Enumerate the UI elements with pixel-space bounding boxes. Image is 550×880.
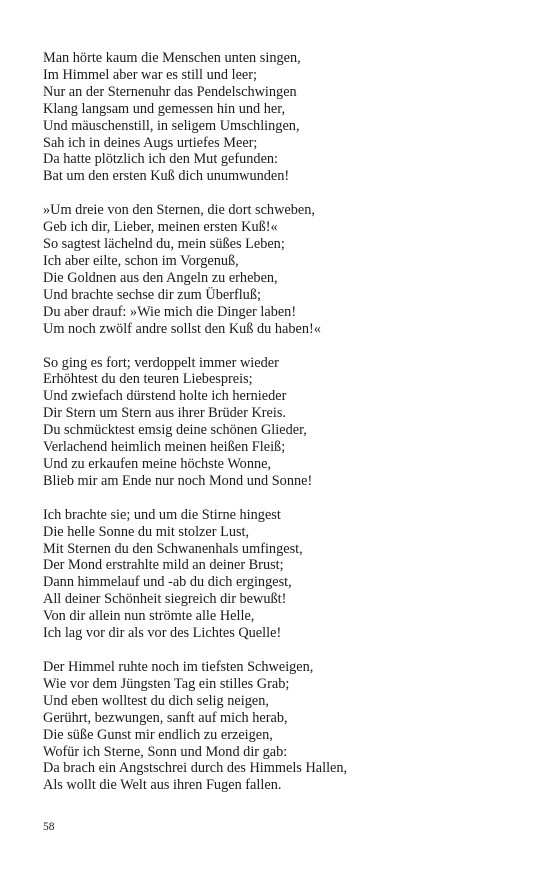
verse-line: Von dir allein nun strömte alle Helle, xyxy=(43,608,255,625)
verse-line: Der Himmel ruhte noch im tiefsten Schweigen, xyxy=(43,659,314,675)
verse-line: Der Mond erstrahlte mild an deiner Brust; xyxy=(43,557,284,574)
verse-line: Im Himmel aber war es still und leer; xyxy=(43,66,257,83)
verse-line: Als wollt die Welt aus ihren Fugen fallen. xyxy=(43,777,282,794)
verse-line: So sagtest lächelnd du, mein süßes Leben; xyxy=(43,236,285,253)
verse-line: Und zu erkaufen meine höchste Wonne, xyxy=(43,455,272,472)
verse-line: Sah ich in deines Augs urtiefes Meer; xyxy=(43,134,258,151)
verse-line: Die Goldnen aus den Angeln zu erheben, xyxy=(43,269,278,286)
stanza-5 xyxy=(43,659,513,794)
verse-line: Die helle Sonne du mit stolzer Lust, xyxy=(43,523,250,540)
verse-line: Verlachend heimlich meinen heißen Fleiß; xyxy=(43,439,286,456)
verse-line: Und mäuschenstill, in seligem Umschlingen, xyxy=(43,117,300,134)
verse-line: Wofür ich Sterne, Sonn und Mond dir gab: xyxy=(43,743,288,760)
verse-line: Da hatte plötzlich ich den Mut gefunden: xyxy=(43,151,279,168)
poem-text xyxy=(43,50,513,811)
verse-line: Wie vor dem Jüngsten Tag ein stilles Grab; xyxy=(43,675,290,692)
verse-line: Du schmücktest emsig deine schönen Glieder, xyxy=(43,422,307,439)
verse-line: Dir Stern um Stern aus ihrer Brüder Kreis. xyxy=(43,405,286,422)
verse-line: Da brach ein Angstschrei durch des Himmels Hallen, xyxy=(43,760,348,777)
verse-line: Und zwiefach dürstend holte ich hernieder xyxy=(43,388,287,405)
verse-line: So ging es fort; verdoppelt immer wieder xyxy=(43,354,279,371)
verse-line: Erhöhtest du den teuren Liebespreis; xyxy=(43,371,253,388)
verse-line: Gerührt, bezwungen, sanft auf mich herab, xyxy=(43,709,288,726)
verse-line: Man hörte kaum die Menschen unten singen, xyxy=(43,50,301,66)
verse-line: Mit Sternen du den Schwanenhals umfingest, xyxy=(43,540,303,557)
stanza-3 xyxy=(43,355,513,490)
verse-line: Und brachte sechse dir zum Überfluß; xyxy=(43,286,261,303)
verse-line: Ich aber eilte, schon im Vorgenuß, xyxy=(43,252,239,269)
stanza-2 xyxy=(43,202,513,337)
verse-line: »Um dreie von den Sternen, die dort schweben, xyxy=(43,202,315,219)
page-number: 58 xyxy=(43,821,55,833)
verse-line: All deiner Schönheit siegreich dir bewußt! xyxy=(43,591,287,608)
verse-line: Klang langsam und gemessen hin und her, xyxy=(43,100,286,117)
verse-line: Die süße Gunst mir endlich zu erzeigen, xyxy=(43,726,273,743)
verse-line: Blieb mir am Ende nur noch Mond und Sonne! xyxy=(43,472,313,489)
verse-line: Dann himmelauf und -ab du dich ergingest, xyxy=(43,574,292,591)
verse-line: Ich lag vor dir als vor des Lichtes Quelle! xyxy=(43,625,282,642)
verse-line: Und eben wolltest du dich selig neigen, xyxy=(43,692,269,709)
verse-line: Du aber drauf: »Wie mich die Dinger laben! xyxy=(43,303,297,320)
stanza-4 xyxy=(43,507,513,642)
verse-line: Bat um den ersten Kuß dich unumwunden! xyxy=(43,168,290,185)
verse-line: Um noch zwölf andre sollst den Kuß du haben!« xyxy=(43,320,321,337)
stanza-1 xyxy=(43,50,513,185)
verse-line: Geb ich dir, Lieber, meinen ersten Kuß!« xyxy=(43,219,278,236)
verse-line: Nur an der Sternenuhr das Pendelschwingen xyxy=(43,83,297,100)
verse-line: Ich brachte sie; und um die Stirne hingest xyxy=(43,506,281,523)
